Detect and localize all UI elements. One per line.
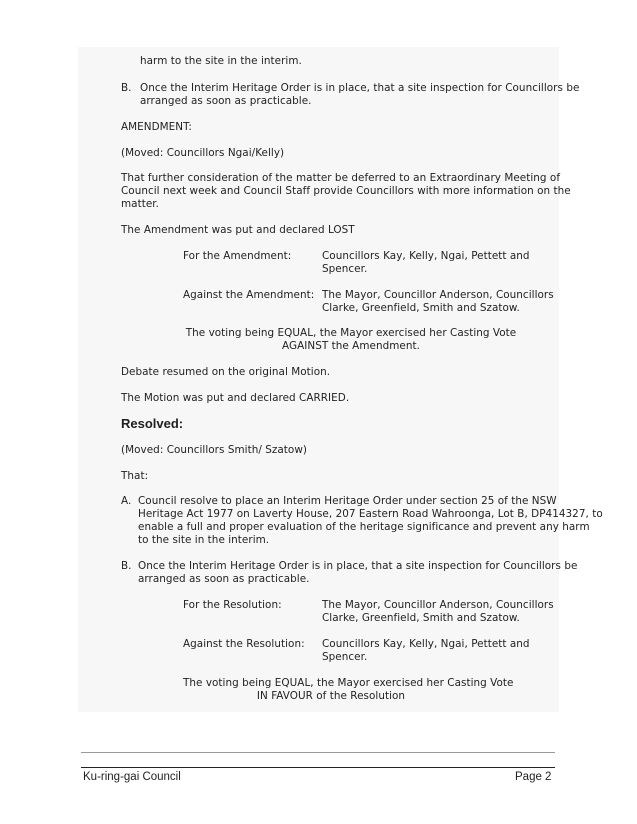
list-item-line: arranged as soon as practicable.	[140, 95, 312, 107]
footer-divider	[81, 767, 555, 768]
paragraph-line: That further consideration of the matter be deferred to an Extraordinary Meeting of	[121, 172, 561, 184]
debate-resumed: Debate resumed on the original Motion.	[121, 366, 331, 378]
that-label: That:	[121, 470, 149, 482]
list-marker: B.	[121, 560, 132, 572]
vote-for-label: For the Amendment:	[183, 250, 292, 262]
vote-for-names: Councillors Kay, Kelly, Ngai, Pettett and	[322, 250, 530, 262]
list-marker: B.	[121, 82, 132, 94]
vote-against-names: Councillors Kay, Kelly, Ngai, Pettett and	[322, 638, 530, 650]
list-marker: A.	[121, 495, 132, 507]
vote-against-label: Against the Amendment:	[183, 289, 315, 301]
vote-against-names: The Mayor, Councillor Anderson, Councillors	[322, 289, 554, 301]
vote-for-names: Spencer.	[322, 263, 368, 275]
casting-vote-line: The voting being EQUAL, the Mayor exercised her Casting Vote	[185, 327, 517, 339]
casting-vote-line: AGAINST the Amendment.	[282, 340, 420, 352]
footer-divider-thin	[81, 752, 555, 753]
motion-result: The Motion was put and declared CARRIED.	[121, 392, 350, 404]
vote-against-label: Against the Resolution:	[183, 638, 305, 650]
vote-for-names: The Mayor, Councillor Anderson, Councillors	[322, 599, 554, 611]
amendment-heading: AMENDMENT:	[121, 121, 192, 133]
list-item-line: Council resolve to place an Interim Heritage Order under section 25 of the NSW	[138, 495, 557, 507]
casting-vote-line: IN FAVOUR of the Resolution	[256, 690, 406, 702]
paragraph-line: matter.	[121, 198, 159, 210]
continuation-line: harm to the site in the interim.	[140, 55, 302, 67]
footer-organisation: Ku-ring-gai Council	[83, 771, 181, 783]
vote-for-names: Clarke, Greenfield, Smith and Szatow.	[322, 612, 520, 624]
paragraph-line: Council next week and Council Staff provide Councillors with more information on the	[121, 185, 571, 197]
amendment-result: The Amendment was put and declared LOST	[121, 224, 355, 236]
list-item-line: to the site in the interim.	[138, 534, 270, 546]
list-item-line: Once the Interim Heritage Order is in place, that a site inspection for Councillors be	[138, 560, 578, 572]
resolved-moved: (Moved: Councillors Smith/ Szatow)	[121, 444, 307, 456]
casting-vote-line: The voting being EQUAL, the Mayor exercised her Casting Vote	[183, 677, 514, 689]
footer-page-number: Page 2	[515, 771, 552, 783]
vote-against-names: Spencer.	[322, 651, 368, 663]
vote-for-label: For the Resolution:	[183, 599, 282, 611]
list-item-line: enable a full and proper evaluation of the heritage significance and prevent any harm	[138, 521, 590, 533]
vote-against-names: Clarke, Greenfield, Smith and Szatow.	[322, 302, 520, 314]
resolved-heading: Resolved:	[121, 416, 184, 431]
list-item-line: Heritage Act 1977 on Laverty House, 207 Eastern Road Wahroonga, Lot B, DP414327, to	[138, 508, 603, 520]
list-item-line: Once the Interim Heritage Order is in place, that a site inspection for Councillors be	[140, 82, 580, 94]
list-item-line: arranged as soon as practicable.	[138, 573, 310, 585]
amendment-moved: (Moved: Councillors Ngai/Kelly)	[121, 147, 285, 159]
